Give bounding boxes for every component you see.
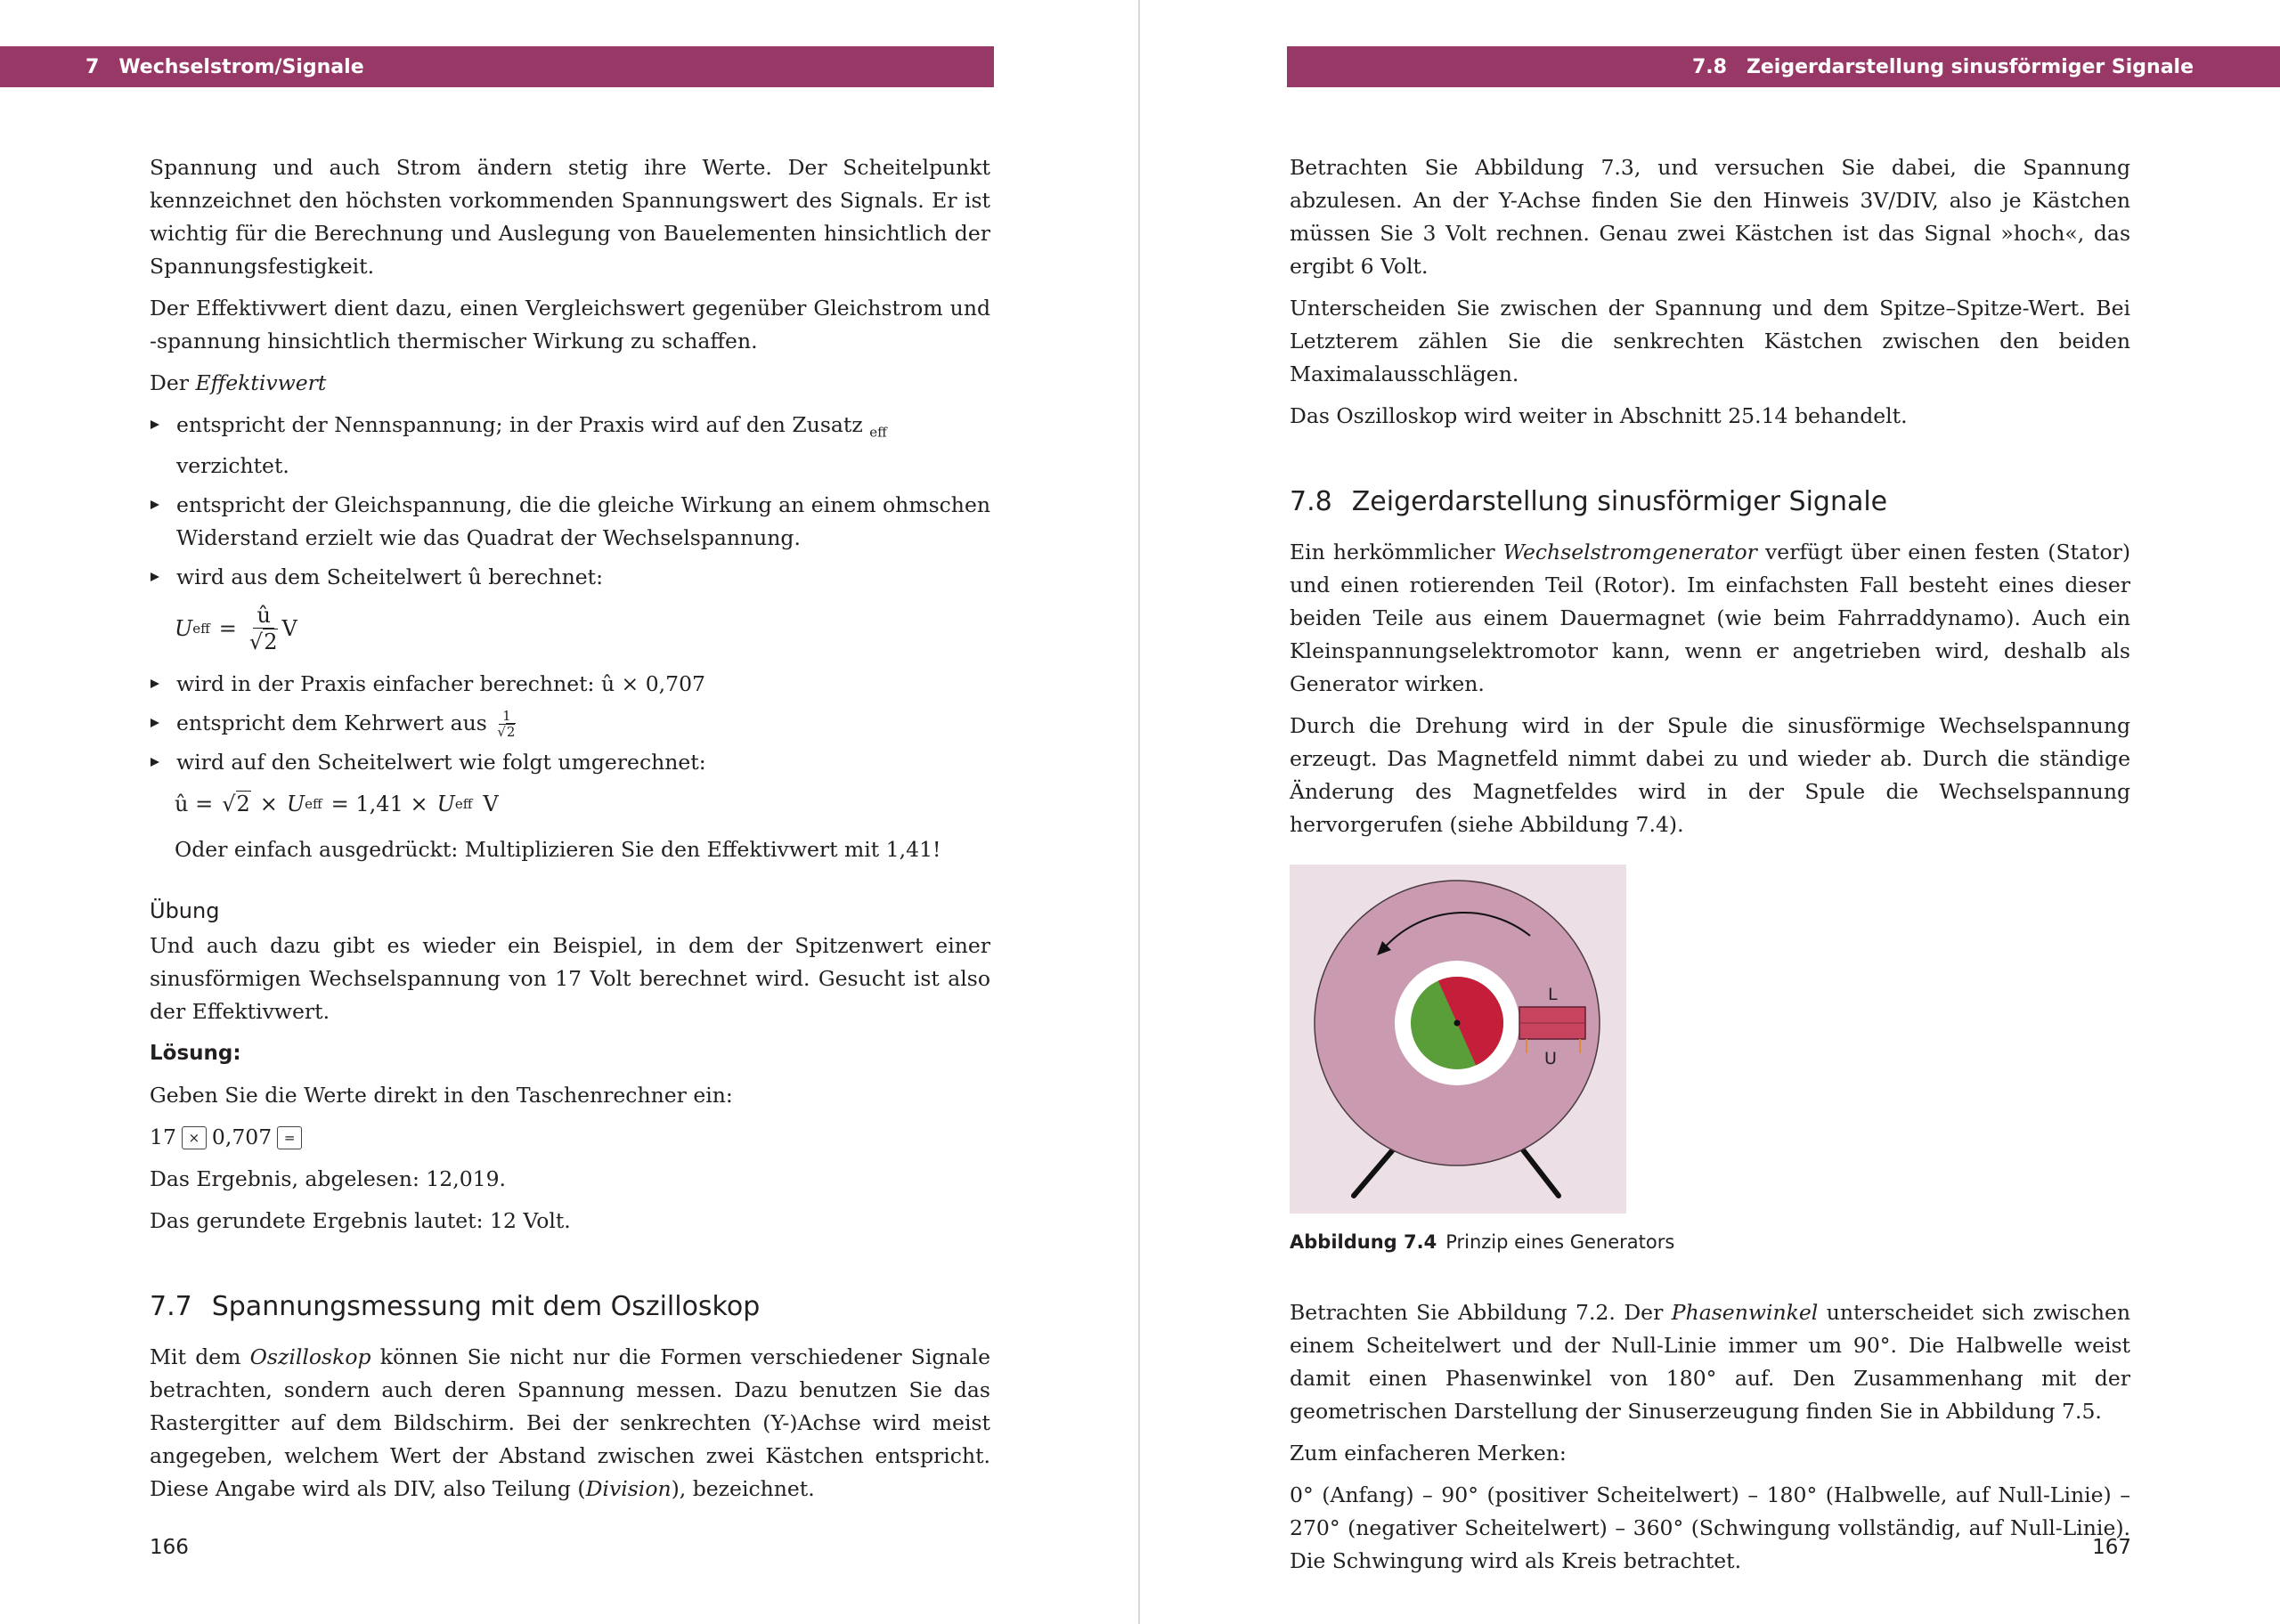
page-number: 167 — [2092, 1536, 2131, 1559]
running-header-left — [0, 46, 994, 87]
list-item: entspricht dem Kehrwert aus $\frac{1}{√2}$ — [150, 707, 990, 740]
formula-ueff: U eff = $\frac{û}{√2}$ V — [175, 602, 297, 654]
fraction: $\frac{û}{√2}$ — [248, 602, 278, 654]
paragraph: Unterscheiden Sie zwischen der Spannung und dem Spitze–Spitze-Wert. Bei Letzterem zählen Sie die senkrechten Kästchen zwischen den beiden Maximalausschlägen. — [1290, 296, 2130, 386]
figure-caption: Abbildung 7.4 Prinzip eines Generators — [1290, 1231, 1675, 1253]
right-body-text — [1290, 151, 2130, 1587]
section-number: 7.8 — [1691, 55, 1727, 78]
multiply-key-icon: × — [182, 1126, 207, 1149]
solution-label: Lösung: — [150, 1041, 241, 1065]
exercise-heading: Übung — [150, 897, 220, 923]
subscript: eff — [869, 424, 887, 441]
list-item: wird aus dem Scheitelwert û berechnet: — [150, 561, 990, 594]
paragraph: Das Oszilloskop wird weiter in Abschnitt 25.14 behandelt. — [1290, 403, 1908, 428]
equals-key-icon: = — [277, 1126, 302, 1149]
paragraph: Oder einfach ausgedrückt: Multiplizieren Sie den Effektivwert mit 1,41! — [175, 836, 941, 862]
label-U: U — [1544, 1049, 1557, 1068]
section-title: Zeigerdarstellung sinusförmiger Signale — [1746, 55, 2194, 78]
right-page — [1140, 0, 2280, 1624]
fraction: $\frac{1}{√2}$ — [497, 707, 516, 740]
paragraph: Mit dem Oszilloskop können Sie nicht nur die Formen verschiedener Signale betrachten, sondern auch deren Spannung messen. Dazu benutzen Sie das Rastergitter auf dem Bildschirm. Bei der senkrechten (Y-)Achse wird meist angegeben, welchem Wert der Abstand zwischen zwei Kästchen entspricht. Diese Angabe wird als DIV, also Teilung (Division), bezeichnet. — [150, 1344, 990, 1501]
section-heading-7-8: 7.8 Zeigerdarstellung sinusförmiger Signale — [1290, 486, 1888, 517]
left-page — [0, 0, 1138, 1624]
paragraph: Betrachten Sie Abbildung 7.3, und versuchen Sie dabei, die Spannung abzulesen. An der Y-Achse finden Sie den Hinweis 3V/DIV, also je Kästchen müssen Sie 3 Volt rechnen. Genau zwei Kästchen ist das Signal »hoch«, das ergibt 6 Volt. — [1290, 155, 2130, 279]
list-item: entspricht der Gleichspannung, die die gleiche Wirkung an einem ohmschen Widerstand erzielt wie das Quadrat der Wechselspannung. — [150, 489, 990, 555]
paragraph: Ein herkömmlicher Wechselstromgenerator verfügt über einen festen (Stator) und einen rotierenden Teil (Rotor). Im einfachsten Fall besteht eines dieser beiden Teile aus einem Dauermagnet (wie beim Fahrraddynamo). Auch ein Kleinspannungselektromotor kann, wenn er angetrieben wird, deshalb als Generator wirken. — [1290, 540, 2131, 696]
running-header-right — [1287, 46, 2280, 87]
bullet-list — [150, 668, 990, 779]
paragraph: Durch die Drehung wird in der Spule die sinusförmige Wechselspannung erzeugt. Das Magnetfeld nimmt dabei zu und wieder ab. Durch die ständige Änderung des Magnetfeldes wird in der Spule die Wechselspannung hervorgerufen (siehe Abbildung 7.4). — [1290, 713, 2130, 837]
paragraph: Der Effektivwert dient dazu, einen Vergleichswert gegenüber Gleichstrom und -spannung hinsichtlich thermischer Wirkung zu schaffen. — [150, 296, 990, 353]
rotor-axis — [1454, 1020, 1461, 1027]
list-item: wird in der Praxis einfacher berechnet: û × 0,707 — [150, 668, 990, 701]
paragraph: Geben Sie die Werte direkt in den Taschenrechner ein: — [150, 1082, 733, 1108]
section-heading-7-7: 7.7 Spannungsmessung mit dem Oszilloskop — [150, 1290, 761, 1322]
list-item: wird auf den Scheitelwert wie folgt umgerechnet: — [150, 746, 990, 779]
paragraph: Das Ergebnis, abgelesen: 12,019. — [150, 1165, 507, 1191]
paragraph: Betrachten Sie Abbildung 7.2. Der Phasenwinkel unterscheidet sich zwischen einem Scheitelwert und der Null-Linie immer um 90°. Die Halbwelle weist damit einen Phasenwinkel von 180° auf. Den Zusammenhang mit der geometrischen Darstellung der Sinuserzeugung finden Sie in Abbildung 7.5. — [1290, 1300, 2130, 1424]
left-body-text — [150, 151, 990, 1514]
list-intro: Der Effektivwert — [150, 370, 327, 395]
paragraph: 0° (Anfang) – 90° (positiver Scheitelwert) – 180° (Halbwelle, auf Null-Linie) – 270° (negativer Scheitelwert) – 360° (Schwingung vollständig, auf Null-Linie). Die Schwingung wird als Kreis betrachtet. — [1290, 1482, 2130, 1573]
bullet-list — [150, 409, 990, 594]
calculator-input: 17 × 0,707 = — [150, 1121, 990, 1154]
emphasis: Effektivwert — [195, 370, 327, 395]
generator-figure — [1290, 865, 1626, 1214]
chapter-number: 7 — [86, 55, 100, 78]
paragraph: Und auch dazu gibt es wieder ein Beispiel, in dem der Spitzenwert einer sinusförmigen Wechselspannung von 17 Volt berechnet wird. Gesucht ist also der Effektivwert. — [150, 932, 990, 1024]
formula-scheitelwert: û = √2 × U eff = 1,41 × U eff V — [175, 791, 499, 816]
paragraph: Zum einfacheren Merken: — [1290, 1441, 1567, 1466]
paragraph: Spannung und auch Strom ändern stetig ihre Werte. Der Scheitelpunkt kennzeichnet den höchsten vorkommenden Spannungswert des Signals. Er ist wichtig für die Berechnung und Auslegung von Bauelementen hinsichtlich der Spannungsfestigkeit. — [150, 155, 990, 279]
generator-illustration — [1290, 865, 1626, 1214]
paragraph: Das gerundete Ergebnis lautet: 12 Volt. — [150, 1207, 571, 1233]
list-item: entspricht der Nennspannung; in der Praxis wird auf den Zusatz $_{eff}$ verzichtet. — [150, 409, 990, 483]
chapter-title: Wechselstrom/Signale — [118, 55, 364, 78]
label-L: L — [1548, 985, 1558, 1004]
page-number: 166 — [150, 1536, 189, 1559]
